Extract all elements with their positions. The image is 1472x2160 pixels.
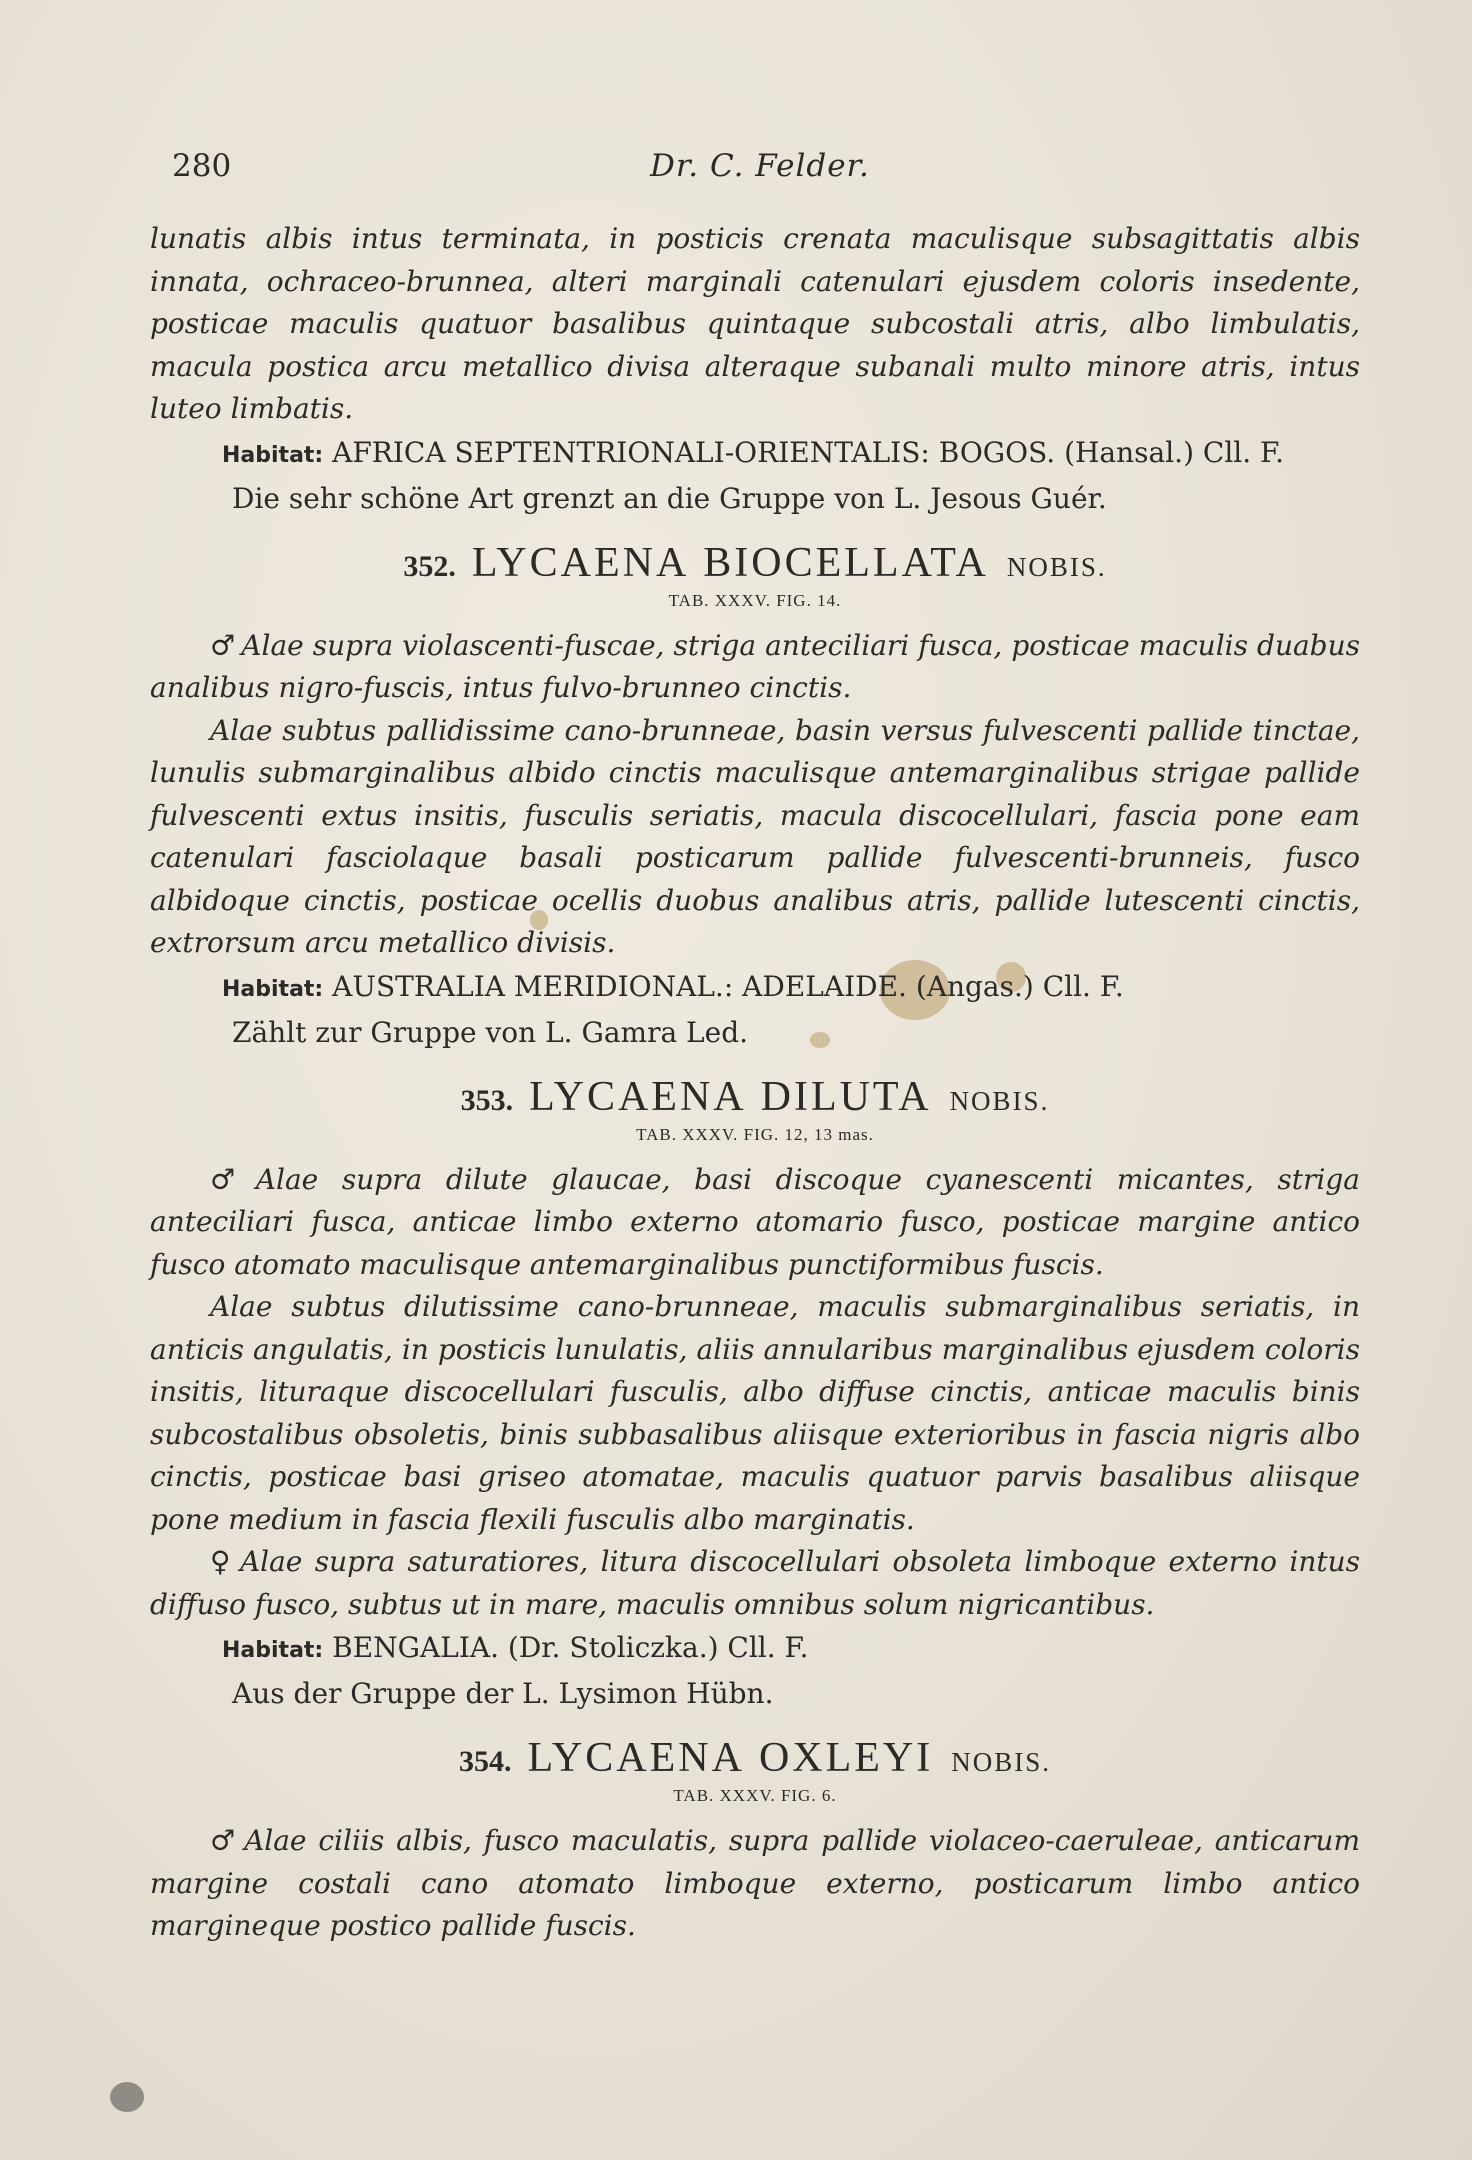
habitat-text: BENGALIA. (Dr. Stoliczka.) Cll. F. <box>332 1631 809 1664</box>
male-symbol: ♂ <box>210 1824 239 1857</box>
page-number: 280 <box>172 148 232 184</box>
description-paragraph <box>150 1820 1360 1948</box>
page-header <box>0 148 1472 188</box>
species-heading <box>150 1073 1360 1121</box>
genus-name: LYCAENA <box>471 539 690 586</box>
species-number: 354. <box>458 1745 512 1778</box>
page-body <box>150 218 1360 1948</box>
plate-reference: TAB. XXXV. FIG. 12, 13 mas. <box>636 1124 874 1144</box>
male-symbol: ♂ <box>210 1162 250 1196</box>
plate-reference: TAB. XXXV. FIG. 6. <box>673 1786 837 1805</box>
species-name: OXLEYI <box>758 1735 934 1781</box>
species-name: DILUTA <box>760 1073 932 1120</box>
description-text: Alae supra dilute glaucae, basi discoque cyanescenti micantes, striga anteciliari fusca, anticae limbo externo atomario fusco, posticae margine antico fusco atomato maculisque antemarginalibus punctiformibus fuscis. <box>150 1162 1360 1281</box>
description-paragraph <box>150 1159 1360 1287</box>
running-head: Dr. C. Felder. <box>650 148 870 184</box>
description-text: Alae supra violascenti-fuscae, striga anteciliari fusca, posticae maculis duabus analibus nigro-fuscis, intus fulvo-brunneo cinctis. <box>150 628 1360 704</box>
male-symbol: ♂ <box>210 628 236 662</box>
foxing-stain <box>110 2082 144 2112</box>
habitat-line <box>222 965 1360 1011</box>
remark: Zählt zur Gruppe von L. Gamra Led. <box>232 1015 749 1049</box>
plate-reference: TAB. XXXV. FIG. 14. <box>668 590 842 610</box>
description-text: Alae ciliis albis, fusco maculatis, supra pallide violaceo-caeruleae, anticarum margine costali cano atomato limboque externo, posticarum limbo antico margineque postico pallide fuscis. <box>150 1824 1360 1942</box>
habitat-text: AUSTRALIA MERIDIONAL.: ADELAIDE. (Angas.) Cll. F. <box>332 969 1124 1003</box>
remark: Aus der Gruppe der L. Lysimon Hübn. <box>232 1677 774 1710</box>
description-paragraph <box>150 1541 1360 1626</box>
description-paragraph <box>150 625 1360 710</box>
habitat-label: Habitat: <box>222 1638 324 1663</box>
species-heading <box>150 1734 1360 1782</box>
description-text: Alae supra saturatiores, litura discocellulari obsoleta limboque externo intus diffuso fusco, subtus ut in mare, maculis omnibus solum nigricantibus. <box>150 1545 1361 1621</box>
habitat-label: Habitat: <box>222 442 324 468</box>
genus-name: LYCAENA <box>527 1735 745 1781</box>
species-name: BIOCELLATA <box>703 539 989 586</box>
species-heading <box>150 539 1360 587</box>
habitat-text: AFRICA SEPTENTRIONALI-ORIENTALIS: BOGOS. (Hansal.) Cll. F. <box>332 435 1285 469</box>
description-paragraph: Alae subtus dilutissime cano-brunneae, maculis submarginalibus seriatis, in anticis angulatis, in posticis lunulatis, aliis annularibus marginalibus ejusdem coloris insitis, lituraque discocellulari fusculis, albo diffuse cinctis, anticae maculis binis subcostalibus obsoletis, binis subbasalibus aliisque exterioribus in fascia nigris albo cinctis, posticae basi griseo atomatae, maculis quatuor parvis basalibus aliisque pone medium in fascia flexili fusculis albo marginatis. <box>150 1290 1360 1536</box>
author-name: NOBIS. <box>951 1747 1051 1777</box>
genus-name: LYCAENA <box>529 1073 747 1120</box>
habitat-label: Habitat: <box>222 976 324 1002</box>
description-paragraph: Alae subtus pallidissime cano-brunneae, basin versus fulvescenti pallide tinctae, lunulis submarginalibus albido cinctis maculisque antemarginalibus strigae pallide fulvescenti extus insitis, fusculis seriatis, macula discocellulari, fascia pone eam catenulari fasciolaque basali posticarum pallide fulvescenti-brunneis, fusco albidoque cinctis, posticae ocellis duobus analibus atris, pallide lutescenti cinctis, extrorsum arcu metallico divisis. <box>150 713 1360 959</box>
description-continuation: lunatis albis intus terminata, in posticis crenata maculisque subsagittatis albis innata, ochraceo-brunnea, alteri marginali catenulari ejusdem coloris insedente, posticae maculis quatuor basalibus quintaque subcostali atris, albo limbulatis, macula postica arcu metallico divisa alteraque subanali multo minore atris, intus luteo limbatis. <box>150 222 1360 425</box>
habitat-line <box>222 431 1360 477</box>
species-number: 352. <box>403 549 456 583</box>
female-symbol: ♀ <box>210 1545 234 1578</box>
species-number: 353. <box>460 1083 514 1117</box>
author-name: NOBIS. <box>1006 551 1107 582</box>
author-name: NOBIS. <box>949 1085 1050 1116</box>
remark: Die sehr schöne Art grenzt an die Gruppe von L. Jesous Guér. <box>232 481 1107 515</box>
habitat-line <box>222 1626 1360 1672</box>
